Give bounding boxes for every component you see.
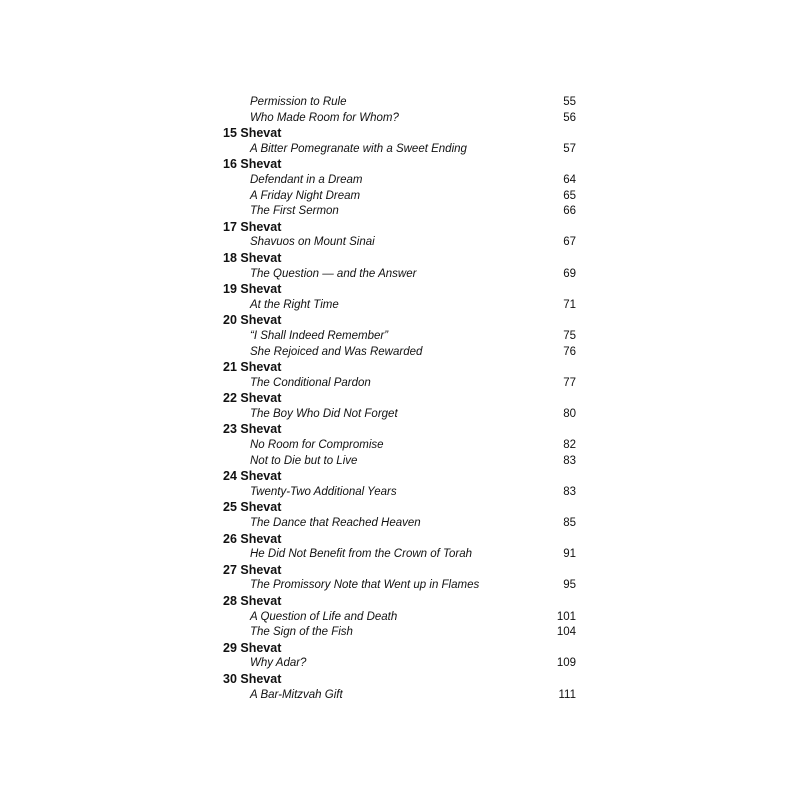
toc-entry <box>223 485 576 501</box>
toc-date-heading: 21 Shevat <box>223 360 282 375</box>
toc-entry <box>223 111 576 127</box>
toc-entry <box>223 173 576 189</box>
toc-entry <box>223 625 576 641</box>
toc-entry <box>223 610 576 626</box>
toc-entry-page-number: 82 <box>563 439 576 452</box>
toc-date-heading: 23 Shevat <box>223 422 282 437</box>
toc-entry-page-number: 85 <box>563 517 576 530</box>
toc-entry-title: The Sign of the Fish <box>250 626 353 639</box>
toc-entry <box>223 142 576 158</box>
toc-entry-title: She Rejoiced and Was Rewarded <box>250 345 423 358</box>
toc-date-heading: 24 Shevat <box>223 469 282 484</box>
toc-entry-title: The Conditional Pardon <box>250 376 371 389</box>
toc-entry <box>223 547 576 563</box>
toc-date-heading: 25 Shevat <box>223 500 282 515</box>
toc-entry-page-number: 76 <box>563 345 576 358</box>
toc-entry-page-number: 75 <box>563 329 576 342</box>
toc-entry-page-number: 104 <box>556 626 576 639</box>
toc-entry <box>223 438 576 454</box>
toc-entry <box>223 267 576 283</box>
toc-entry-page-number: 111 <box>558 688 576 701</box>
toc-entry-page-number: 64 <box>563 173 576 186</box>
toc-entry-page-number: 77 <box>563 376 576 389</box>
toc-entry-title: Why Adar? <box>250 657 307 670</box>
toc-entry <box>223 345 576 361</box>
toc-entry-page-number: 65 <box>563 189 576 202</box>
toc-entry-page-number: 66 <box>563 205 576 218</box>
toc-entry-title: The Boy Who Did Not Forget <box>250 407 398 420</box>
toc-entry <box>223 329 576 345</box>
toc-date-heading: 17 Shevat <box>223 219 282 234</box>
toc-entry-title: Who Made Room for Whom? <box>250 111 399 124</box>
toc-entry <box>223 204 576 220</box>
toc-entry-page-number: 91 <box>563 548 576 561</box>
toc-entry <box>223 688 576 704</box>
toc-date-heading: 30 Shevat <box>223 671 282 686</box>
toc-entry-page-number: 56 <box>563 111 576 124</box>
toc-entry-page-number: 109 <box>556 657 576 670</box>
toc-entry-title: The First Sermon <box>250 205 339 218</box>
toc-entry-page-number: 101 <box>556 610 576 623</box>
toc-entry-page-number: 95 <box>563 579 576 592</box>
toc-entry-title: No Room for Compromise <box>250 439 384 452</box>
toc-entry-page-number: 69 <box>563 267 576 280</box>
toc-entry-title: At the Right Time <box>250 298 339 311</box>
toc-entry <box>223 95 576 111</box>
toc-entry-title: A Question of Life and Death <box>250 610 398 623</box>
toc-entry-page-number: 83 <box>563 454 576 467</box>
toc-entry <box>223 376 576 392</box>
toc-entry <box>223 454 576 470</box>
toc-entry-title: The Promissory Note that Went up in Flames <box>250 579 480 592</box>
toc-date-heading: 27 Shevat <box>223 562 282 577</box>
toc-entry-page-number: 67 <box>563 236 576 249</box>
toc-date-heading: 28 Shevat <box>223 594 282 608</box>
toc-entry <box>223 189 576 205</box>
toc-date-heading: 16 Shevat <box>223 157 282 172</box>
toc-entry-title: He Did Not Benefit from the Crown of Torah <box>250 548 473 561</box>
toc-entry-title: Permission to Rule <box>250 96 347 108</box>
toc-entry-page-number: 71 <box>563 298 576 311</box>
toc-entry-title: Shavuos on Mount Sinai <box>250 236 375 249</box>
toc-entry-title: The Question — and the Answer <box>250 267 417 280</box>
toc-entry <box>223 578 576 594</box>
toc-entry <box>223 235 576 251</box>
toc-date-heading: 19 Shevat <box>223 282 282 297</box>
toc-entry-title: The Dance that Reached Heaven <box>250 517 421 530</box>
toc-entry-title: Twenty-Two Additional Years <box>250 485 397 498</box>
toc-entry-page-number: 83 <box>563 485 576 498</box>
toc-entry-title: A Bar-Mitzvah Gift <box>250 688 343 701</box>
toc-date-heading: 29 Shevat <box>223 640 282 655</box>
toc-entry <box>223 407 576 423</box>
table-of-contents <box>223 95 576 703</box>
toc-entry <box>223 656 576 672</box>
toc-date-heading: 26 Shevat <box>223 531 282 546</box>
toc-entry-title: A Bitter Pomegranate with a Sweet Ending <box>250 142 467 155</box>
toc-entry <box>223 298 576 314</box>
toc-entry-page-number: 80 <box>563 407 576 420</box>
toc-date-heading: 20 Shevat <box>223 313 282 328</box>
toc-entry-title: “I Shall Indeed Remember” <box>250 329 389 342</box>
toc-entry-title: Defendant in a Dream <box>250 173 363 186</box>
toc-date-heading: 22 Shevat <box>223 391 282 406</box>
toc-entry <box>223 516 576 532</box>
toc-entry-page-number: 57 <box>563 142 576 155</box>
toc-date-heading: 18 Shevat <box>223 250 282 265</box>
toc-entry-title: A Friday Night Dream <box>250 189 361 202</box>
toc-date-heading: 15 Shevat <box>223 126 282 141</box>
toc-entry-page-number: 55 <box>563 96 576 108</box>
toc-entry-title: Not to Die but to Live <box>250 454 358 467</box>
